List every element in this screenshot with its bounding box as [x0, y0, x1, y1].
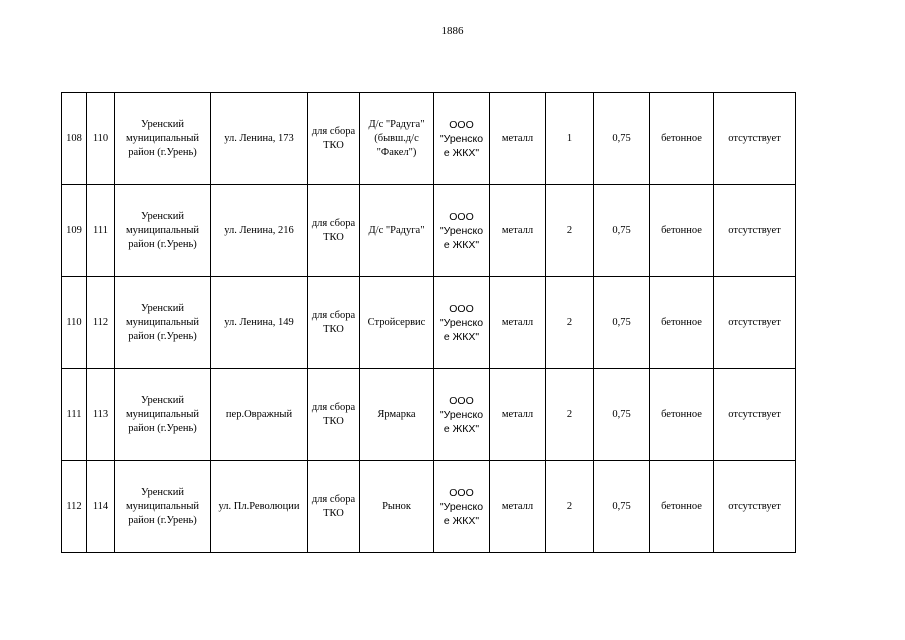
table-row [62, 369, 796, 461]
cell-container-material: металл [490, 93, 546, 185]
cell-container-count: 2 [546, 461, 594, 553]
cell-owner: ООО "Уренско е ЖКХ" [434, 93, 490, 185]
cell-fence: отсутствует [714, 277, 796, 369]
cell-container-material: металл [490, 369, 546, 461]
cell-purpose: для сбора ТКО [308, 461, 360, 553]
cell-site-id: 113 [87, 369, 115, 461]
cell-surface-type: бетонное [650, 369, 714, 461]
cell-district: Уренский муниципальный район (г.Урень) [115, 369, 211, 461]
cell-address: пер.Овражный [211, 369, 308, 461]
cell-site-id: 110 [87, 93, 115, 185]
cell-owner: ООО "Уренско е ЖКХ" [434, 185, 490, 277]
cell-row-number: 111 [62, 369, 87, 461]
cell-container-volume: 0,75 [594, 461, 650, 553]
cell-purpose: для сбора ТКО [308, 93, 360, 185]
cell-waste-source: Д/с "Радуга" (бывш.д/с "Факел") [360, 93, 434, 185]
cell-container-volume: 0,75 [594, 93, 650, 185]
cell-fence: отсутствует [714, 369, 796, 461]
cell-surface-type: бетонное [650, 93, 714, 185]
cell-waste-source: Ярмарка [360, 369, 434, 461]
cell-district: Уренский муниципальный район (г.Урень) [115, 277, 211, 369]
cell-waste-source: Рынок [360, 461, 434, 553]
cell-row-number: 112 [62, 461, 87, 553]
page-number: 1886 [441, 25, 464, 37]
cell-owner: ООО "Уренско е ЖКХ" [434, 277, 490, 369]
cell-district: Уренский муниципальный район (г.Урень) [115, 461, 211, 553]
cell-purpose: для сбора ТКО [308, 369, 360, 461]
cell-district: Уренский муниципальный район (г.Урень) [115, 93, 211, 185]
cell-row-number: 108 [62, 93, 87, 185]
cell-address: ул. Пл.Революции [211, 461, 308, 553]
cell-address: ул. Ленина, 173 [211, 93, 308, 185]
cell-purpose: для сбора ТКО [308, 277, 360, 369]
cell-fence: отсутствует [714, 185, 796, 277]
table-row [62, 277, 796, 369]
cell-container-material: металл [490, 461, 546, 553]
cell-purpose: для сбора ТКО [308, 185, 360, 277]
cell-address: ул. Ленина, 149 [211, 277, 308, 369]
cell-container-volume: 0,75 [594, 277, 650, 369]
cell-surface-type: бетонное [650, 461, 714, 553]
cell-site-id: 114 [87, 461, 115, 553]
table-row [62, 93, 796, 185]
cell-address: ул. Ленина, 216 [211, 185, 308, 277]
cell-owner: ООО "Уренско е ЖКХ" [434, 369, 490, 461]
cell-site-id: 112 [87, 277, 115, 369]
cell-container-material: металл [490, 185, 546, 277]
cell-row-number: 109 [62, 185, 87, 277]
table-row [62, 185, 796, 277]
cell-row-number: 110 [62, 277, 87, 369]
cell-container-count: 2 [546, 277, 594, 369]
cell-site-id: 111 [87, 185, 115, 277]
table-row [62, 461, 796, 553]
cell-container-volume: 0,75 [594, 185, 650, 277]
cell-fence: отсутствует [714, 461, 796, 553]
cell-waste-source: Стройсервис [360, 277, 434, 369]
waste-site-table [61, 92, 796, 553]
cell-owner: ООО "Уренско е ЖКХ" [434, 461, 490, 553]
cell-waste-source: Д/с "Радуга" [360, 185, 434, 277]
cell-surface-type: бетонное [650, 277, 714, 369]
cell-container-count: 2 [546, 369, 594, 461]
cell-container-count: 2 [546, 185, 594, 277]
cell-district: Уренский муниципальный район (г.Урень) [115, 185, 211, 277]
cell-container-volume: 0,75 [594, 369, 650, 461]
cell-fence: отсутствует [714, 93, 796, 185]
cell-surface-type: бетонное [650, 185, 714, 277]
cell-container-count: 1 [546, 93, 594, 185]
cell-container-material: металл [490, 277, 546, 369]
